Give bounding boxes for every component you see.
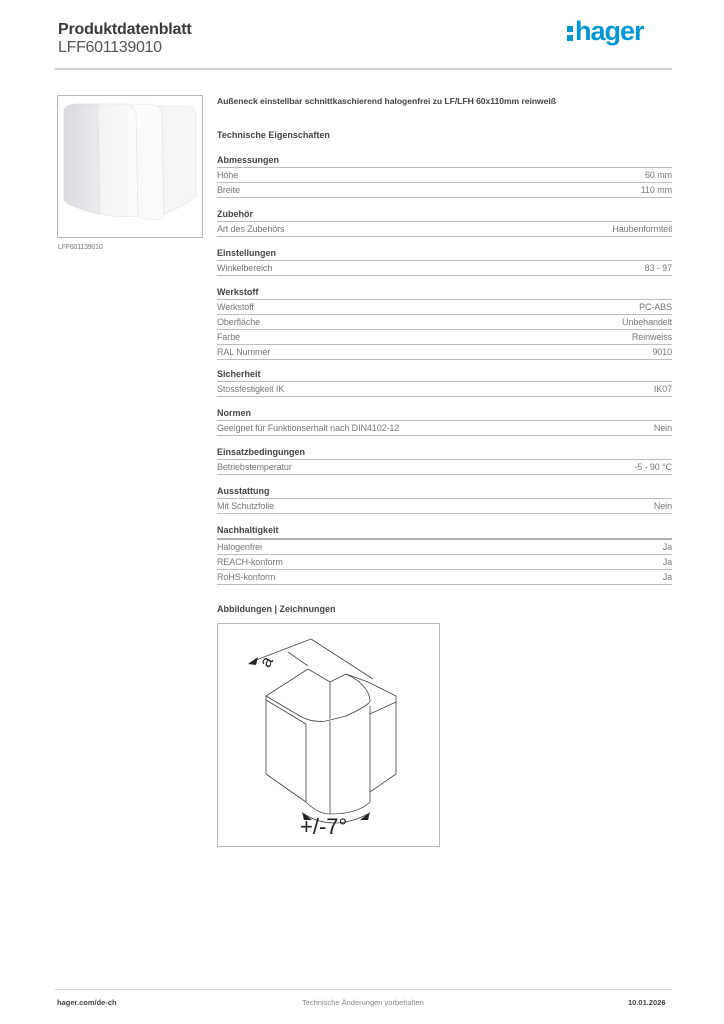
row-value: Unbehandelt bbox=[622, 317, 672, 327]
corner-drawing-icon bbox=[218, 624, 439, 846]
section-title: Sicherheit bbox=[217, 368, 672, 382]
logo-text: hager bbox=[575, 16, 644, 46]
section-sicherheit bbox=[217, 368, 672, 397]
row-label: Breite bbox=[217, 185, 240, 195]
section-normen bbox=[217, 407, 672, 436]
table-row bbox=[217, 555, 672, 570]
table-row bbox=[217, 570, 672, 585]
section-einsatzbedingungen bbox=[217, 446, 672, 475]
table-row bbox=[217, 222, 672, 237]
product-photo-icon bbox=[58, 96, 202, 237]
section-einstellungen bbox=[217, 247, 672, 276]
table-row bbox=[217, 460, 672, 475]
row-label: Winkelbereich bbox=[217, 263, 273, 273]
row-label: Geeignet für Funktionserhalt nach DIN4102-12 bbox=[217, 423, 400, 433]
section-title: Normen bbox=[217, 407, 672, 421]
footer-date: 10.01.2026 bbox=[628, 998, 666, 1007]
row-label: Farbe bbox=[217, 332, 241, 342]
section-title: Zubehör bbox=[217, 208, 672, 222]
table-row bbox=[217, 168, 672, 183]
section-nachhaltigkeit bbox=[217, 524, 672, 585]
row-label: Oberfläche bbox=[217, 317, 261, 327]
row-label: Stossfestigkeit IK bbox=[217, 384, 285, 394]
row-value: PC-ABS bbox=[639, 302, 672, 312]
row-label: Werkstoff bbox=[217, 302, 254, 312]
section-title: Ausstattung bbox=[217, 485, 672, 499]
row-label: Betriebstemperatur bbox=[217, 462, 292, 472]
row-value: Reinweiss bbox=[631, 332, 672, 342]
table-row bbox=[217, 300, 672, 315]
technical-drawing bbox=[217, 623, 440, 847]
table-row bbox=[217, 540, 672, 555]
row-value: Ja bbox=[662, 557, 672, 567]
row-label: RAL Nummer bbox=[217, 347, 271, 357]
section-title: Werkstoff bbox=[217, 286, 672, 300]
header-divider bbox=[55, 68, 672, 70]
page-title: Produktdatenblatt bbox=[58, 21, 192, 38]
table-row bbox=[217, 330, 672, 345]
row-value: IK07 bbox=[653, 384, 672, 394]
row-value: 110 mm bbox=[640, 185, 672, 195]
article-number: LFF601139010 bbox=[58, 39, 162, 56]
section-zubehoer bbox=[217, 208, 672, 237]
row-value: 83 - 97 bbox=[644, 263, 672, 273]
angle-arrow-right-icon bbox=[360, 812, 370, 820]
table-row bbox=[217, 315, 672, 330]
hager-logo bbox=[567, 16, 644, 47]
product-description: Außeneck einstellbar schnittkaschierend halogenfrei zu LF/LFH 60x110mm reinweiß bbox=[217, 96, 556, 106]
table-row bbox=[217, 382, 672, 397]
footer-disclaimer: Technische Änderungen vorbehalten bbox=[302, 998, 424, 1007]
footer-website-link[interactable]: hager.com/de-ch bbox=[57, 998, 117, 1007]
section-werkstoff bbox=[217, 286, 672, 360]
technical-heading: Technische Eigenschaften bbox=[217, 130, 330, 140]
table-row bbox=[217, 421, 672, 436]
image-caption: LFF601139010 bbox=[58, 244, 103, 251]
row-value: 60 mm bbox=[644, 170, 672, 180]
section-title: Abmessungen bbox=[217, 154, 672, 168]
section-title: Einsatzbedingungen bbox=[217, 446, 672, 460]
row-value: Nein bbox=[653, 501, 672, 511]
table-row bbox=[217, 183, 672, 198]
row-label: Mit Schutzfolie bbox=[217, 501, 275, 511]
row-value: Haubenformteil bbox=[612, 224, 672, 234]
row-label: REACH-konform bbox=[217, 557, 283, 567]
row-label: Halogenfrei bbox=[217, 542, 262, 552]
footer-divider bbox=[55, 989, 672, 990]
row-value: Ja bbox=[662, 542, 672, 552]
section-title: Einstellungen bbox=[217, 247, 672, 261]
row-value: Ja bbox=[662, 572, 672, 582]
row-label: Art des Zubehörs bbox=[217, 224, 285, 234]
row-label: RoHS-konform bbox=[217, 572, 276, 582]
section-abmessungen bbox=[217, 154, 672, 198]
dimension-label: a bbox=[255, 652, 277, 671]
product-image bbox=[57, 95, 203, 238]
table-row bbox=[217, 345, 672, 360]
row-label: Höhe bbox=[217, 170, 239, 180]
section-title: Nachhaltigkeit bbox=[217, 524, 672, 540]
logo-colon-icon bbox=[567, 22, 573, 42]
row-value: 9010 bbox=[652, 347, 672, 357]
drawings-heading: Abbildungen | Zeichnungen bbox=[217, 604, 336, 614]
row-value: Nein bbox=[653, 423, 672, 433]
section-ausstattung bbox=[217, 485, 672, 514]
angle-label: +/-7° bbox=[300, 814, 348, 839]
row-value: -5 - 90 °C bbox=[634, 462, 672, 472]
table-row bbox=[217, 499, 672, 514]
table-row bbox=[217, 261, 672, 276]
